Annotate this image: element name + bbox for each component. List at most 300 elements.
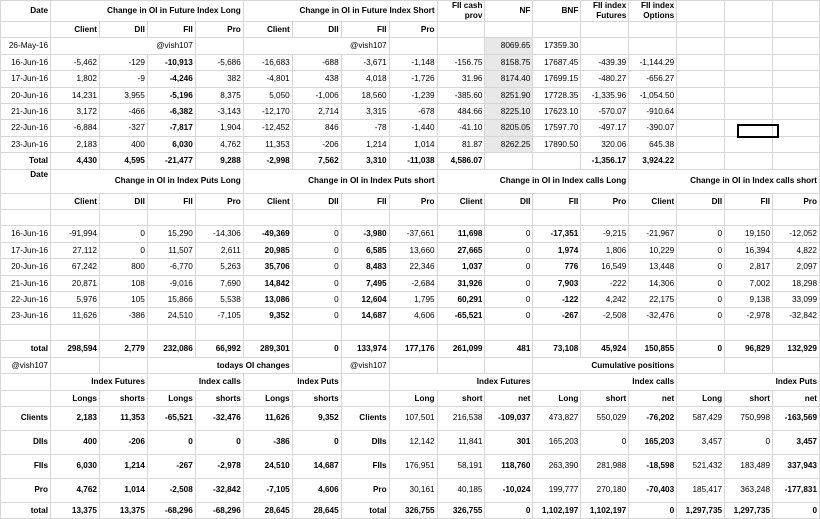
cell-empty[interactable] [773,87,820,103]
cell-empty[interactable] [1,22,51,38]
total-cell[interactable]: 4,430 [51,153,100,169]
value-cell[interactable]: 8262.25 [485,136,533,152]
value-cell[interactable]: 645.38 [629,136,677,152]
cell-empty[interactable] [725,153,773,169]
value-cell[interactable]: 0 [292,292,341,308]
value-cell[interactable]: 4,822 [773,242,820,258]
value-cell[interactable]: 0 [677,242,725,258]
cum-value-cell[interactable]: 337,943 [773,454,820,478]
cell-empty[interactable] [773,54,820,70]
value-cell[interactable]: 4,242 [581,292,629,308]
cell-empty[interactable] [773,104,820,120]
value-cell[interactable]: -4,246 [147,71,195,87]
today-value-cell[interactable]: 11,353 [99,406,147,430]
total-cell[interactable]: -2,998 [243,153,292,169]
value-cell[interactable]: 8,483 [341,259,389,275]
value-cell[interactable]: 14,231 [51,87,100,103]
value-cell[interactable]: 1,037 [437,259,485,275]
cum-value-cell[interactable]: 12,142 [389,430,437,454]
value-cell[interactable]: -1,006 [292,87,341,103]
cell-empty[interactable] [341,390,389,406]
value-cell[interactable]: -9,016 [147,275,195,291]
cell-empty[interactable] [773,71,820,87]
cum-value-cell[interactable]: 750,998 [725,406,773,430]
cum-total-cell[interactable]: 1,297,735 [677,502,725,518]
value-cell[interactable]: -91,994 [51,226,100,242]
value-cell[interactable]: 0 [292,242,341,258]
today-value-cell[interactable]: 400 [51,430,100,454]
value-cell[interactable]: 8174.40 [485,71,533,87]
value-cell[interactable]: 1,014 [389,136,437,152]
value-cell[interactable]: 22,346 [389,259,437,275]
value-cell[interactable]: 11,507 [147,242,195,258]
value-cell[interactable]: -386 [99,308,147,324]
value-cell[interactable]: -222 [581,275,629,291]
value-cell[interactable]: -688 [292,54,341,70]
value-cell[interactable]: -156.75 [437,54,485,70]
value-cell[interactable]: 0 [485,275,533,291]
cell-empty[interactable] [677,104,725,120]
value-cell[interactable]: 9,138 [725,292,773,308]
value-cell[interactable]: 17728.35 [533,87,581,103]
cum-value-cell[interactable]: 473,827 [533,406,581,430]
value-cell[interactable]: 16,394 [725,242,773,258]
value-cell[interactable]: 0 [292,259,341,275]
value-cell[interactable]: 19,150 [725,226,773,242]
cum-value-cell[interactable]: 263,390 [533,454,581,478]
value-cell[interactable]: 400 [99,136,147,152]
value-cell[interactable]: 108 [99,275,147,291]
cum-value-cell[interactable]: 3,457 [677,430,725,454]
value-cell[interactable]: -570.07 [581,104,629,120]
today-value-cell[interactable]: 0 [292,430,341,454]
value-cell[interactable]: 1,974 [533,242,581,258]
value-cell[interactable]: 14,306 [629,275,677,291]
total-cell[interactable]: 0 [677,341,725,357]
cell-empty[interactable] [677,71,725,87]
total-cell[interactable] [533,153,581,169]
cell-empty[interactable] [389,38,437,54]
value-cell[interactable]: -2,978 [725,308,773,324]
value-cell[interactable]: 17623.10 [533,104,581,120]
value-cell[interactable]: 2,714 [292,104,341,120]
value-cell[interactable]: 0 [99,242,147,258]
value-cell[interactable]: 5,050 [243,87,292,103]
value-cell[interactable]: -6,382 [147,104,195,120]
date-cell[interactable]: 17-Jun-16 [1,71,51,87]
today-value-cell[interactable]: 0 [195,430,243,454]
value-cell[interactable]: 4,606 [389,308,437,324]
today-total-cell[interactable]: 13,375 [51,502,100,518]
value-cell[interactable]: 846 [292,120,341,136]
value-cell[interactable]: -9,215 [581,226,629,242]
date-cell[interactable]: 20-Jun-16 [1,87,51,103]
today-value-cell[interactable]: -65,521 [147,406,195,430]
value-cell[interactable]: -1,148 [389,54,437,70]
cum-value-cell[interactable]: 183,489 [725,454,773,478]
total-cell[interactable]: 3,310 [341,153,389,169]
value-cell[interactable]: 60,291 [437,292,485,308]
value-cell[interactable]: 17597.70 [533,120,581,136]
value-cell[interactable]: 776 [533,259,581,275]
value-cell[interactable]: -5,196 [147,87,195,103]
value-cell[interactable]: 24,510 [147,308,195,324]
cell-empty[interactable] [195,38,243,54]
total-cell[interactable]: 73,108 [533,341,581,357]
cum-value-cell[interactable]: 550,029 [581,406,629,430]
cum-value-cell[interactable]: 11,841 [437,430,485,454]
value-cell[interactable]: -385.60 [437,87,485,103]
total-cell[interactable]: -1,356.17 [581,153,629,169]
today-value-cell[interactable]: -32,842 [195,478,243,502]
total-cell[interactable] [485,153,533,169]
value-cell[interactable]: -3,980 [341,226,389,242]
cell-empty[interactable] [725,71,773,87]
value-cell[interactable]: -7,817 [147,120,195,136]
value-cell[interactable]: -466 [99,104,147,120]
value-cell[interactable]: 3,172 [51,104,100,120]
cum-value-cell[interactable]: 0 [725,430,773,454]
total-cell[interactable]: 66,992 [195,341,243,357]
cell-empty[interactable] [773,1,820,22]
cum-total-cell[interactable]: 326,755 [389,502,437,518]
today-value-cell[interactable]: 1,014 [99,478,147,502]
cum-value-cell[interactable]: 199,777 [533,478,581,502]
today-value-cell[interactable]: -7,105 [243,478,292,502]
today-total-cell[interactable]: 13,375 [99,502,147,518]
today-total-cell[interactable]: 28,645 [243,502,292,518]
value-cell[interactable]: -439.39 [581,54,629,70]
value-cell[interactable]: -390.07 [629,120,677,136]
today-value-cell[interactable]: 24,510 [243,454,292,478]
value-cell[interactable]: -78 [341,120,389,136]
total-cell[interactable]: 0 [292,341,341,357]
value-cell[interactable]: 8,375 [195,87,243,103]
total-cell[interactable]: 289,301 [243,341,292,357]
cum-value-cell[interactable]: 176,951 [389,454,437,478]
cell-empty[interactable] [677,1,725,22]
value-cell[interactable]: 7,690 [195,275,243,291]
cum-value-cell[interactable]: -177,831 [773,478,820,502]
value-cell[interactable]: 105 [99,292,147,308]
value-cell[interactable]: 27,112 [51,242,100,258]
value-cell[interactable]: -3,671 [341,54,389,70]
value-cell[interactable]: 8251.90 [485,87,533,103]
total-cell[interactable]: -21,477 [147,153,195,169]
date-cell[interactable]: 23-Jun-16 [1,136,51,152]
value-cell[interactable]: -14,306 [195,226,243,242]
today-value-cell[interactable]: 0 [147,430,195,454]
value-cell[interactable]: 67,242 [51,259,100,275]
value-cell[interactable]: -12,170 [243,104,292,120]
cum-value-cell[interactable]: 587,429 [677,406,725,430]
cum-total-cell[interactable]: 0 [485,502,533,518]
total-cell[interactable]: -11,038 [389,153,437,169]
value-cell[interactable]: -65,521 [437,308,485,324]
total-cell[interactable]: 150,855 [629,341,677,357]
cell-empty[interactable] [725,136,773,152]
cum-value-cell[interactable]: 165,203 [533,430,581,454]
today-value-cell[interactable]: 6,030 [51,454,100,478]
value-cell[interactable]: -206 [292,136,341,152]
today-value-cell[interactable]: -32,476 [195,406,243,430]
value-cell[interactable]: 27,665 [437,242,485,258]
value-cell[interactable]: 0 [485,242,533,258]
value-cell[interactable]: 13,086 [243,292,292,308]
value-cell[interactable]: -6,884 [51,120,100,136]
value-cell[interactable]: 17699.15 [533,71,581,87]
cum-value-cell[interactable]: 185,417 [677,478,725,502]
cum-total-cell[interactable]: 0 [629,502,677,518]
value-cell[interactable]: 1,904 [195,120,243,136]
today-value-cell[interactable]: -206 [99,430,147,454]
value-cell[interactable]: -21,967 [629,226,677,242]
value-cell[interactable]: 1,802 [51,71,100,87]
value-cell[interactable]: 484.66 [437,104,485,120]
total-cell[interactable]: 298,594 [51,341,100,357]
value-cell[interactable]: -1,054.50 [629,87,677,103]
cell-empty[interactable] [677,87,725,103]
today-value-cell[interactable]: 11,626 [243,406,292,430]
value-cell[interactable]: 14,687 [341,308,389,324]
value-cell[interactable]: 10,229 [629,242,677,258]
value-cell[interactable]: -2,684 [389,275,437,291]
bnf-top-value[interactable]: 17359.30 [533,38,581,54]
value-cell[interactable]: -17,351 [533,226,581,242]
value-cell[interactable]: 35,706 [243,259,292,275]
date-cell[interactable]: 20-Jun-16 [1,259,51,275]
cum-value-cell[interactable]: -18,598 [629,454,677,478]
value-cell[interactable]: 0 [485,226,533,242]
value-cell[interactable]: 7,903 [533,275,581,291]
value-cell[interactable]: -267 [533,308,581,324]
value-cell[interactable]: 3,955 [99,87,147,103]
cell-empty[interactable] [677,120,725,136]
value-cell[interactable]: 11,626 [51,308,100,324]
value-cell[interactable]: 2,611 [195,242,243,258]
total-cell[interactable]: 9,288 [195,153,243,169]
today-value-cell[interactable]: 14,687 [292,454,341,478]
nf-top-value[interactable]: 8069.65 [485,38,533,54]
cum-value-cell[interactable]: -10,024 [485,478,533,502]
value-cell[interactable]: 0 [677,292,725,308]
cum-value-cell[interactable]: 521,432 [677,454,725,478]
value-cell[interactable]: -16,683 [243,54,292,70]
cell-empty[interactable] [773,120,820,136]
total-cell[interactable]: 232,086 [147,341,195,357]
cell-empty[interactable] [725,87,773,103]
value-cell[interactable]: -678 [389,104,437,120]
total-cell[interactable]: 3,924.22 [629,153,677,169]
value-cell[interactable]: 8225.10 [485,104,533,120]
value-cell[interactable]: -656.27 [629,71,677,87]
value-cell[interactable]: 13,448 [629,259,677,275]
today-value-cell[interactable]: 2,183 [51,406,100,430]
cell-empty[interactable] [773,153,820,169]
value-cell[interactable]: 0 [292,308,341,324]
value-cell[interactable]: 5,538 [195,292,243,308]
value-cell[interactable]: 0 [292,226,341,242]
cell-empty[interactable] [1,193,51,209]
date-cell[interactable]: 22-Jun-16 [1,120,51,136]
cum-total-cell[interactable]: 0 [773,502,820,518]
value-cell[interactable]: 22,175 [629,292,677,308]
value-cell[interactable]: -497.17 [581,120,629,136]
value-cell[interactable]: -4,801 [243,71,292,87]
value-cell[interactable]: -1,440 [389,120,437,136]
value-cell[interactable]: 8158.75 [485,54,533,70]
date-cell[interactable]: 21-Jun-16 [1,104,51,120]
value-cell[interactable]: 0 [677,308,725,324]
total-cell[interactable]: 4,595 [99,153,147,169]
value-cell[interactable]: -9 [99,71,147,87]
value-cell[interactable]: -1,726 [389,71,437,87]
cum-value-cell[interactable]: 363,248 [725,478,773,502]
value-cell[interactable]: 31.96 [437,71,485,87]
value-cell[interactable]: 18,560 [341,87,389,103]
date-cell[interactable]: 16-Jun-16 [1,54,51,70]
value-cell[interactable]: -1,144.29 [629,54,677,70]
today-value-cell[interactable]: -267 [147,454,195,478]
value-cell[interactable]: -2,508 [581,308,629,324]
value-cell[interactable]: 8205.05 [485,120,533,136]
today-value-cell[interactable]: -386 [243,430,292,454]
cum-value-cell[interactable]: 118,760 [485,454,533,478]
total-cell[interactable]: 96,829 [725,341,773,357]
total-cell[interactable]: 261,099 [437,341,485,357]
cum-value-cell[interactable]: 0 [581,430,629,454]
value-cell[interactable]: 1,806 [581,242,629,258]
value-cell[interactable]: 14,842 [243,275,292,291]
total-cell[interactable]: 132,929 [773,341,820,357]
value-cell[interactable]: 6,585 [341,242,389,258]
today-total-cell[interactable]: -68,296 [147,502,195,518]
value-cell[interactable]: -5,686 [195,54,243,70]
value-cell[interactable]: 0 [485,259,533,275]
value-cell[interactable]: 7,495 [341,275,389,291]
cum-value-cell[interactable]: -70,403 [629,478,677,502]
value-cell[interactable]: 4,762 [195,136,243,152]
value-cell[interactable]: -10,913 [147,54,195,70]
value-cell[interactable]: -12,052 [773,226,820,242]
total-cell[interactable]: 481 [485,341,533,357]
total-cell[interactable]: 177,176 [389,341,437,357]
today-value-cell[interactable]: 4,606 [292,478,341,502]
value-cell[interactable]: 0 [485,308,533,324]
cell-empty[interactable] [725,1,773,22]
value-cell[interactable]: 4,018 [341,71,389,87]
value-cell[interactable]: -37,661 [389,226,437,242]
today-total-cell[interactable]: 28,645 [292,502,341,518]
value-cell[interactable]: 0 [99,226,147,242]
value-cell[interactable]: 5,263 [195,259,243,275]
value-cell[interactable]: 13,660 [389,242,437,258]
value-cell[interactable]: 0 [677,259,725,275]
value-cell[interactable]: -3,143 [195,104,243,120]
value-cell[interactable]: 320.06 [581,136,629,152]
today-value-cell[interactable]: 9,352 [292,406,341,430]
cell-empty[interactable] [437,38,485,54]
cum-value-cell[interactable]: 3,457 [773,430,820,454]
total-cell[interactable]: 45,924 [581,341,629,357]
value-cell[interactable]: 0 [677,275,725,291]
value-cell[interactable]: 7,002 [725,275,773,291]
total-cell[interactable]: 7,562 [292,153,341,169]
value-cell[interactable]: 2,817 [725,259,773,275]
date-cell[interactable]: 21-Jun-16 [1,275,51,291]
value-cell[interactable]: 6,030 [147,136,195,152]
today-value-cell[interactable]: 4,762 [51,478,100,502]
today-total-cell[interactable]: -68,296 [195,502,243,518]
value-cell[interactable]: -32,842 [773,308,820,324]
value-cell[interactable]: 438 [292,71,341,87]
today-value-cell[interactable]: 1,214 [99,454,147,478]
value-cell[interactable]: 800 [99,259,147,275]
value-cell[interactable]: 81.87 [437,136,485,152]
value-cell[interactable]: 15,290 [147,226,195,242]
cum-value-cell[interactable]: 216,538 [437,406,485,430]
date-cell[interactable]: 23-Jun-16 [1,308,51,324]
value-cell[interactable]: -32,476 [629,308,677,324]
cum-total-cell[interactable]: 326,755 [437,502,485,518]
value-cell[interactable]: 0 [677,226,725,242]
cum-total-cell[interactable]: 1,297,735 [725,502,773,518]
value-cell[interactable]: -41.10 [437,120,485,136]
top-date-cell[interactable]: 26-May-16 [1,38,51,54]
value-cell[interactable]: -5,462 [51,54,100,70]
value-cell[interactable]: 3,315 [341,104,389,120]
value-cell[interactable]: 1,795 [389,292,437,308]
cum-value-cell[interactable]: 58,191 [437,454,485,478]
value-cell[interactable]: 382 [195,71,243,87]
value-cell[interactable]: 0 [485,292,533,308]
value-cell[interactable]: -1,335.96 [581,87,629,103]
cum-value-cell[interactable]: 270,180 [581,478,629,502]
selected-cell-outline[interactable] [737,124,779,138]
value-cell[interactable]: -129 [99,54,147,70]
value-cell[interactable]: -480.27 [581,71,629,87]
date-cell[interactable]: 17-Jun-16 [1,242,51,258]
cum-value-cell[interactable]: 30,161 [389,478,437,502]
cum-total-cell[interactable]: 1,102,197 [533,502,581,518]
cell-empty[interactable] [773,136,820,152]
cell-empty[interactable] [677,136,725,152]
total-cell[interactable]: 4,586.07 [437,153,485,169]
cum-total-cell[interactable]: 1,102,197 [581,502,629,518]
cell-empty[interactable] [1,390,51,406]
cell-empty[interactable] [725,104,773,120]
today-value-cell[interactable]: -2,508 [147,478,195,502]
cell-empty[interactable] [677,54,725,70]
value-cell[interactable]: 31,926 [437,275,485,291]
value-cell[interactable]: 16,549 [581,259,629,275]
cum-value-cell[interactable]: 165,203 [629,430,677,454]
value-cell[interactable]: -122 [533,292,581,308]
value-cell[interactable]: -6,770 [147,259,195,275]
value-cell[interactable]: -327 [99,120,147,136]
value-cell[interactable]: 0 [292,275,341,291]
value-cell[interactable]: 12,604 [341,292,389,308]
cell-empty[interactable] [725,54,773,70]
value-cell[interactable]: 9,352 [243,308,292,324]
value-cell[interactable]: 20,871 [51,275,100,291]
today-value-cell[interactable]: -2,978 [195,454,243,478]
cum-value-cell[interactable]: -76,202 [629,406,677,430]
value-cell[interactable]: -7,105 [195,308,243,324]
total-cell[interactable]: 2,779 [99,341,147,357]
total-cell[interactable]: 133,974 [341,341,389,357]
value-cell[interactable]: 17687.45 [533,54,581,70]
